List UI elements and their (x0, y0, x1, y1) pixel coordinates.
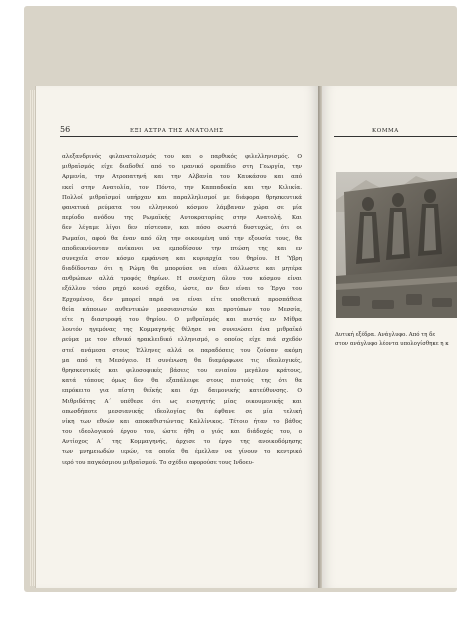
text-line: λουτόν ηγεμόνας της Κομμαγηνής θέλησε να συνενώσει ένα μιθραϊκό (62, 327, 302, 334)
text-line: θεία κάποιων αυθεντικών μεσσιανιστών και προτύπων του Μεσσία, (62, 306, 302, 313)
text-line: Ρωμαίοι, αφού θα έναν από όλη την οικουμένη υπό την εξουσία τους, θα (62, 235, 302, 242)
header-rule-left (60, 136, 298, 137)
text-line: των μνημειωδών ιερών, τα οποία θα έμελλαν να γίνουν το κεντρικό (62, 449, 302, 456)
header-rule-right (334, 136, 457, 137)
text-line: διαδίδονταν ότι η Ρώμη θα μπορούσε να είναι άλλωστε και μητέρα (62, 266, 302, 273)
text-line: ανθρώπων αλλά τροφός θηρίων. Η συνέχιση όλου του κόσμου είναι (62, 276, 302, 283)
relief-photograph (336, 172, 457, 318)
text-line: αλεξανδρινός φιλανατολισμός του και ο παρθικός φιλελληνισμός. Ο (62, 154, 302, 160)
text-line: Μιθριδάτης Α΄ υπέθεσε ότι ως εισηγητής μίας οικουμενικής και (62, 398, 302, 405)
text-line: είτε η διαστροφή του θηρίου. Ο μιθραϊσμός και πιστός εν Μίθρα (62, 317, 302, 323)
text-line: Αρμενία, την Ατροπατηνή και την Αλβανία του Καυκάσου και από (62, 174, 302, 181)
text-line: ιερό του παγκόσμιου μιθραϊσμού. Το σχέδιο αφορούσε τους Ινδοευ- (62, 459, 254, 466)
text-line: Αντίοχος Α΄ της Κομμαγηνής, άρχισε το έργο της ανοικοδόμησης (62, 439, 302, 446)
relief-photograph-image (336, 172, 457, 318)
running-head-left: ΕΞΙ ΑΣΤΡΑ ΤΗΣ ΑΝΑΤΟΛΗΣ (130, 128, 224, 134)
caption-line: Δυτική εξέδρα. Ανάγλυφο. Από τη δε (335, 332, 436, 338)
body-text (62, 152, 302, 468)
text-line: κατά τόπους όμως δεν θα εξαπάλειφε στους πιστούς της ότι θα (62, 378, 302, 385)
running-head-right: ΚΟΜΜΑ (372, 128, 399, 134)
text-line: ρεύμα με τον εθνικό ηρακλειδικό ελληνισμό, ο οποίος είχε πιά σχεδόν (62, 337, 302, 344)
photo-caption (335, 331, 457, 349)
text-line: δεν λέγαμε λίγοι δεν πίστευαν, και πόσο σωστά δυστυχώς, ότι οι (62, 225, 302, 232)
page-number: 56 (60, 125, 71, 134)
text-line: επρόκειτο για πίστη θεϊκής και όχι δαιμονικής κατεύθυνσης. Ο (62, 388, 302, 395)
text-line: συνεχεία στον κόσμο εμφάνιση και κυριαρχία του θηρίου. Η Ύβρη (62, 255, 302, 262)
text-line: μιθραϊσμός είχε διαδοθεί από το ιρανικό οροπέδιο στη Γεωργία, την (62, 164, 302, 171)
text-line: μα από τη Μεσόγειο. Η συνένωση θα διαμόρφωνε τις ιδεολογικές, (62, 357, 302, 364)
text-line: Ερχομένου, δεν μπορεί παρά να είναι είτε υποθετικά προσπάθεια (62, 296, 302, 303)
text-line: οπωσδήποτε μεσσιανικής ιδεολογίας θα έφθανε σε μία τελική (62, 408, 302, 415)
text-line: φανατικά ρεύματα του ελληνικού κόσμου λάμβαναν χώρα σε μία (62, 204, 302, 211)
text-line: εκεί στην Ανατολία, τον Πόντο, την Καππαδοκία και την Κιλικία. (62, 184, 302, 191)
text-line: στεί ανάμεσα στους Έλληνες αλλά οι παραδόσεις του ζούσαν ακόμη (62, 347, 302, 354)
text-line: του ιδεολογικού έργου του, ώστε ήθη ο γιός και διάδοχός του, ο (62, 429, 302, 436)
caption-line: στον ανάγλυφο λέοντα υπολογίσθηκε η κ (335, 341, 449, 347)
text-line: νίκη των εθνών και αποκαθιστώντας Καλλίνικος. Τέτοιο ήταν το βάθος (62, 418, 302, 425)
text-line: εξάλλου τόσο ρηχό κοινό σχέδιο, ώστε, αν δεν είναι το Έργο του (62, 286, 302, 293)
text-line: αποδεικνύονταν ανίκανοι να εμποδίσουν την πτώση της και εν (62, 245, 302, 252)
text-line: θρησκευτικές και φιλοσοφικές βάσεις του ενιαίου μεγάλου κράτους, (62, 367, 302, 374)
text-line: Πολλοί μιθραϊσμοί υπήρχαν και παραλληλισμοί με διάφορα θρησκευτικά (62, 194, 302, 201)
text-line: περίοδο ανόδου της Ρωμαϊκής Αυτοκρατορίας στην Ανατολή. Και (62, 215, 302, 222)
